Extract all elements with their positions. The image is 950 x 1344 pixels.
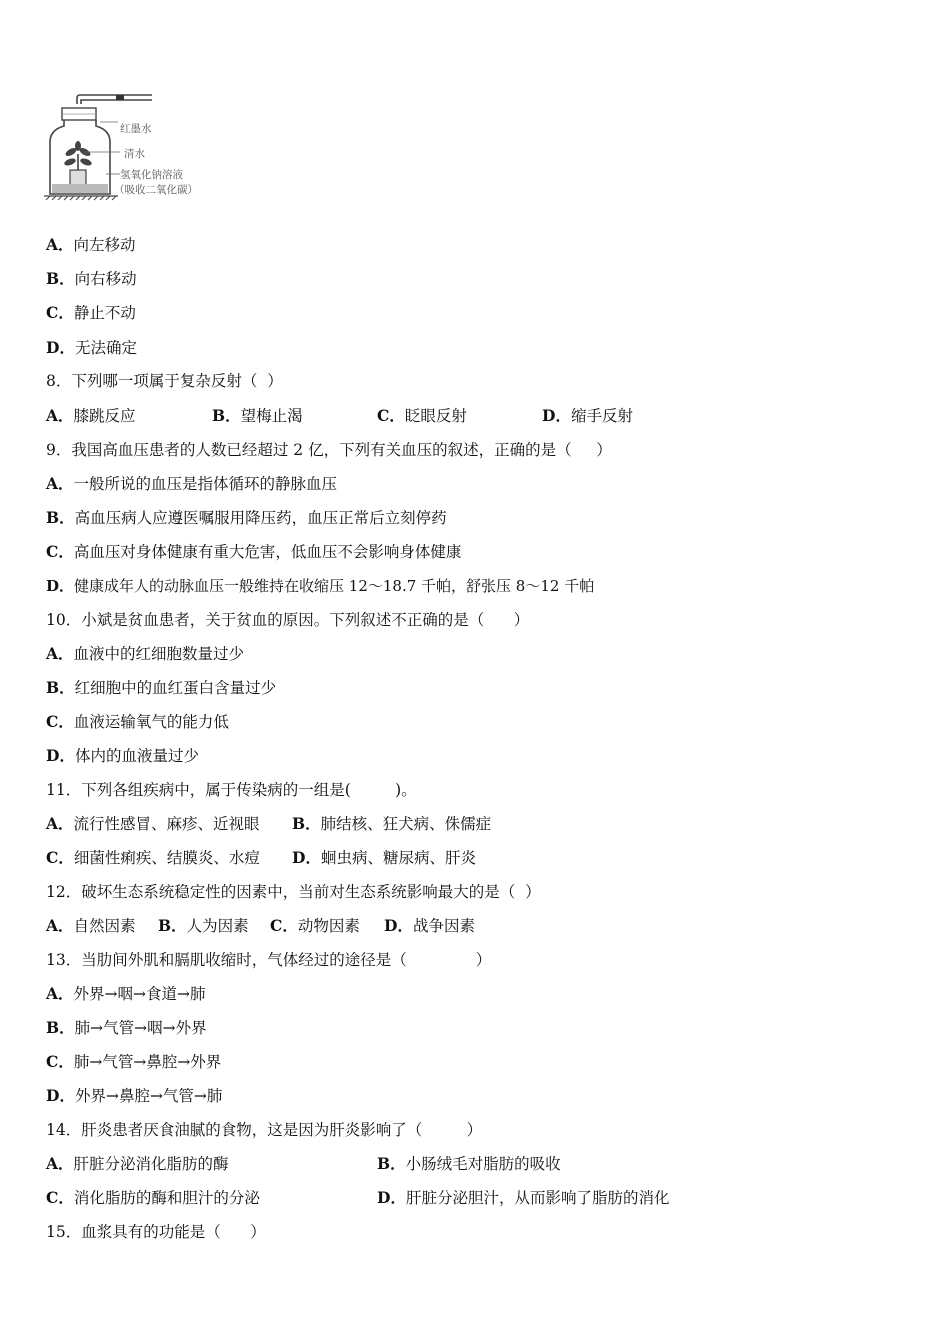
q10-option-d: D．体内的血液量过少	[46, 746, 199, 765]
q7-option-c: C．静止不动	[46, 303, 136, 322]
label-red-ink: 红墨水	[120, 123, 152, 135]
label-absorb-co2: （吸收二氧化碳）	[114, 184, 198, 196]
q14-option-d: D．肝脏分泌胆汁，从而影响了脂肪的消化	[377, 1188, 670, 1207]
q10-option-a: A．血液中的红细胞数量过少	[46, 644, 245, 663]
q13-option-a: A．外界→咽→食道→肺	[46, 984, 206, 1003]
q9-option-a: A．一般所说的血压是指体循环的静脉血压	[46, 474, 338, 493]
q10-option-b: B．红细胞中的血红蛋白含量过少	[46, 678, 277, 697]
q13-option-c: C．肺→气管→鼻腔→外界	[46, 1052, 222, 1071]
q11-option-c: C．细菌性痢疾、结膜炎、水痘	[46, 848, 260, 867]
q9-option-d: D．健康成年人的动脉血压一般维持在收缩压 12～18.7 千帕，舒张压 8～12 千帕	[46, 577, 595, 595]
q12-option-a: A．自然因素	[46, 916, 136, 935]
q11-option-d: D．蛔虫病、糖尿病、肝炎	[292, 848, 476, 867]
q12-option-b: B．人为因素	[158, 916, 249, 935]
q14-option-c: C．消化脂肪的酶和胆汁的分泌	[46, 1188, 260, 1207]
label-naoh: 氢氧化钠溶液	[120, 169, 183, 181]
q11-option-a: A．流行性感冒、麻疹、近视眼	[46, 814, 260, 833]
q13-option-b: B．肺→气管→咽→外界	[46, 1018, 207, 1037]
q12-stem: 12．破坏生态系统稳定性的因素中，当前对生态系统影响最大的是（ ）	[46, 883, 541, 901]
q7-option-b: B．向右移动	[46, 269, 137, 288]
q11-stem: 11．下列各组疾病中，属于传染病的一组是( )。	[46, 781, 417, 799]
q13-stem: 13．当肋间外肌和膈肌收缩时，气体经过的途径是（ ）	[46, 951, 492, 969]
q8-option-c: C．眨眼反射	[377, 406, 467, 425]
q8-option-d: D．缩手反射	[542, 406, 633, 425]
q10-stem: 10．小斌是贫血患者，关于贫血的原因。下列叙述不正确的是（ ）	[46, 611, 530, 629]
q9-option-b: B．高血压病人应遵医嘱服用降压药，血压正常后立刻停药	[46, 508, 447, 527]
q13-option-d: D．外界→鼻腔→气管→肺	[46, 1086, 223, 1105]
q7-option-d: D．无法确定	[46, 338, 137, 357]
q8-stem: 8．下列哪一项属于复杂反射（ ）	[46, 372, 283, 390]
q15-stem: 15．血浆具有的功能是（ ）	[46, 1223, 266, 1241]
q8-option-a: A．膝跳反应	[46, 406, 136, 425]
label-water: 清水	[124, 148, 145, 160]
q14-option-b: B．小肠绒毛对脂肪的吸收	[377, 1154, 561, 1173]
q11-option-b: B．肺结核、狂犬病、侏儒症	[292, 814, 492, 833]
q7-option-a: A．向左移动	[46, 235, 136, 254]
q10-option-c: C．血液运输氧气的能力低	[46, 712, 229, 731]
q12-option-d: D．战争因素	[384, 916, 475, 935]
q12-option-c: C．动物因素	[270, 916, 360, 935]
q9-stem: 9．我国高血压患者的人数已经超过 2 亿，下列有关血压的叙述，正确的是（ ）	[46, 441, 612, 459]
q14-option-a: A．肝脏分泌消化脂肪的酶	[46, 1154, 229, 1173]
q9-option-c: C．高血压对身体健康有重大危害，低血压不会影响身体健康	[46, 542, 462, 561]
q14-stem: 14．肝炎患者厌食油腻的食物，这是因为肝炎影响了（ ）	[46, 1121, 483, 1139]
apparatus-figure	[40, 92, 230, 207]
q8-option-b: B．望梅止渴	[212, 406, 303, 425]
